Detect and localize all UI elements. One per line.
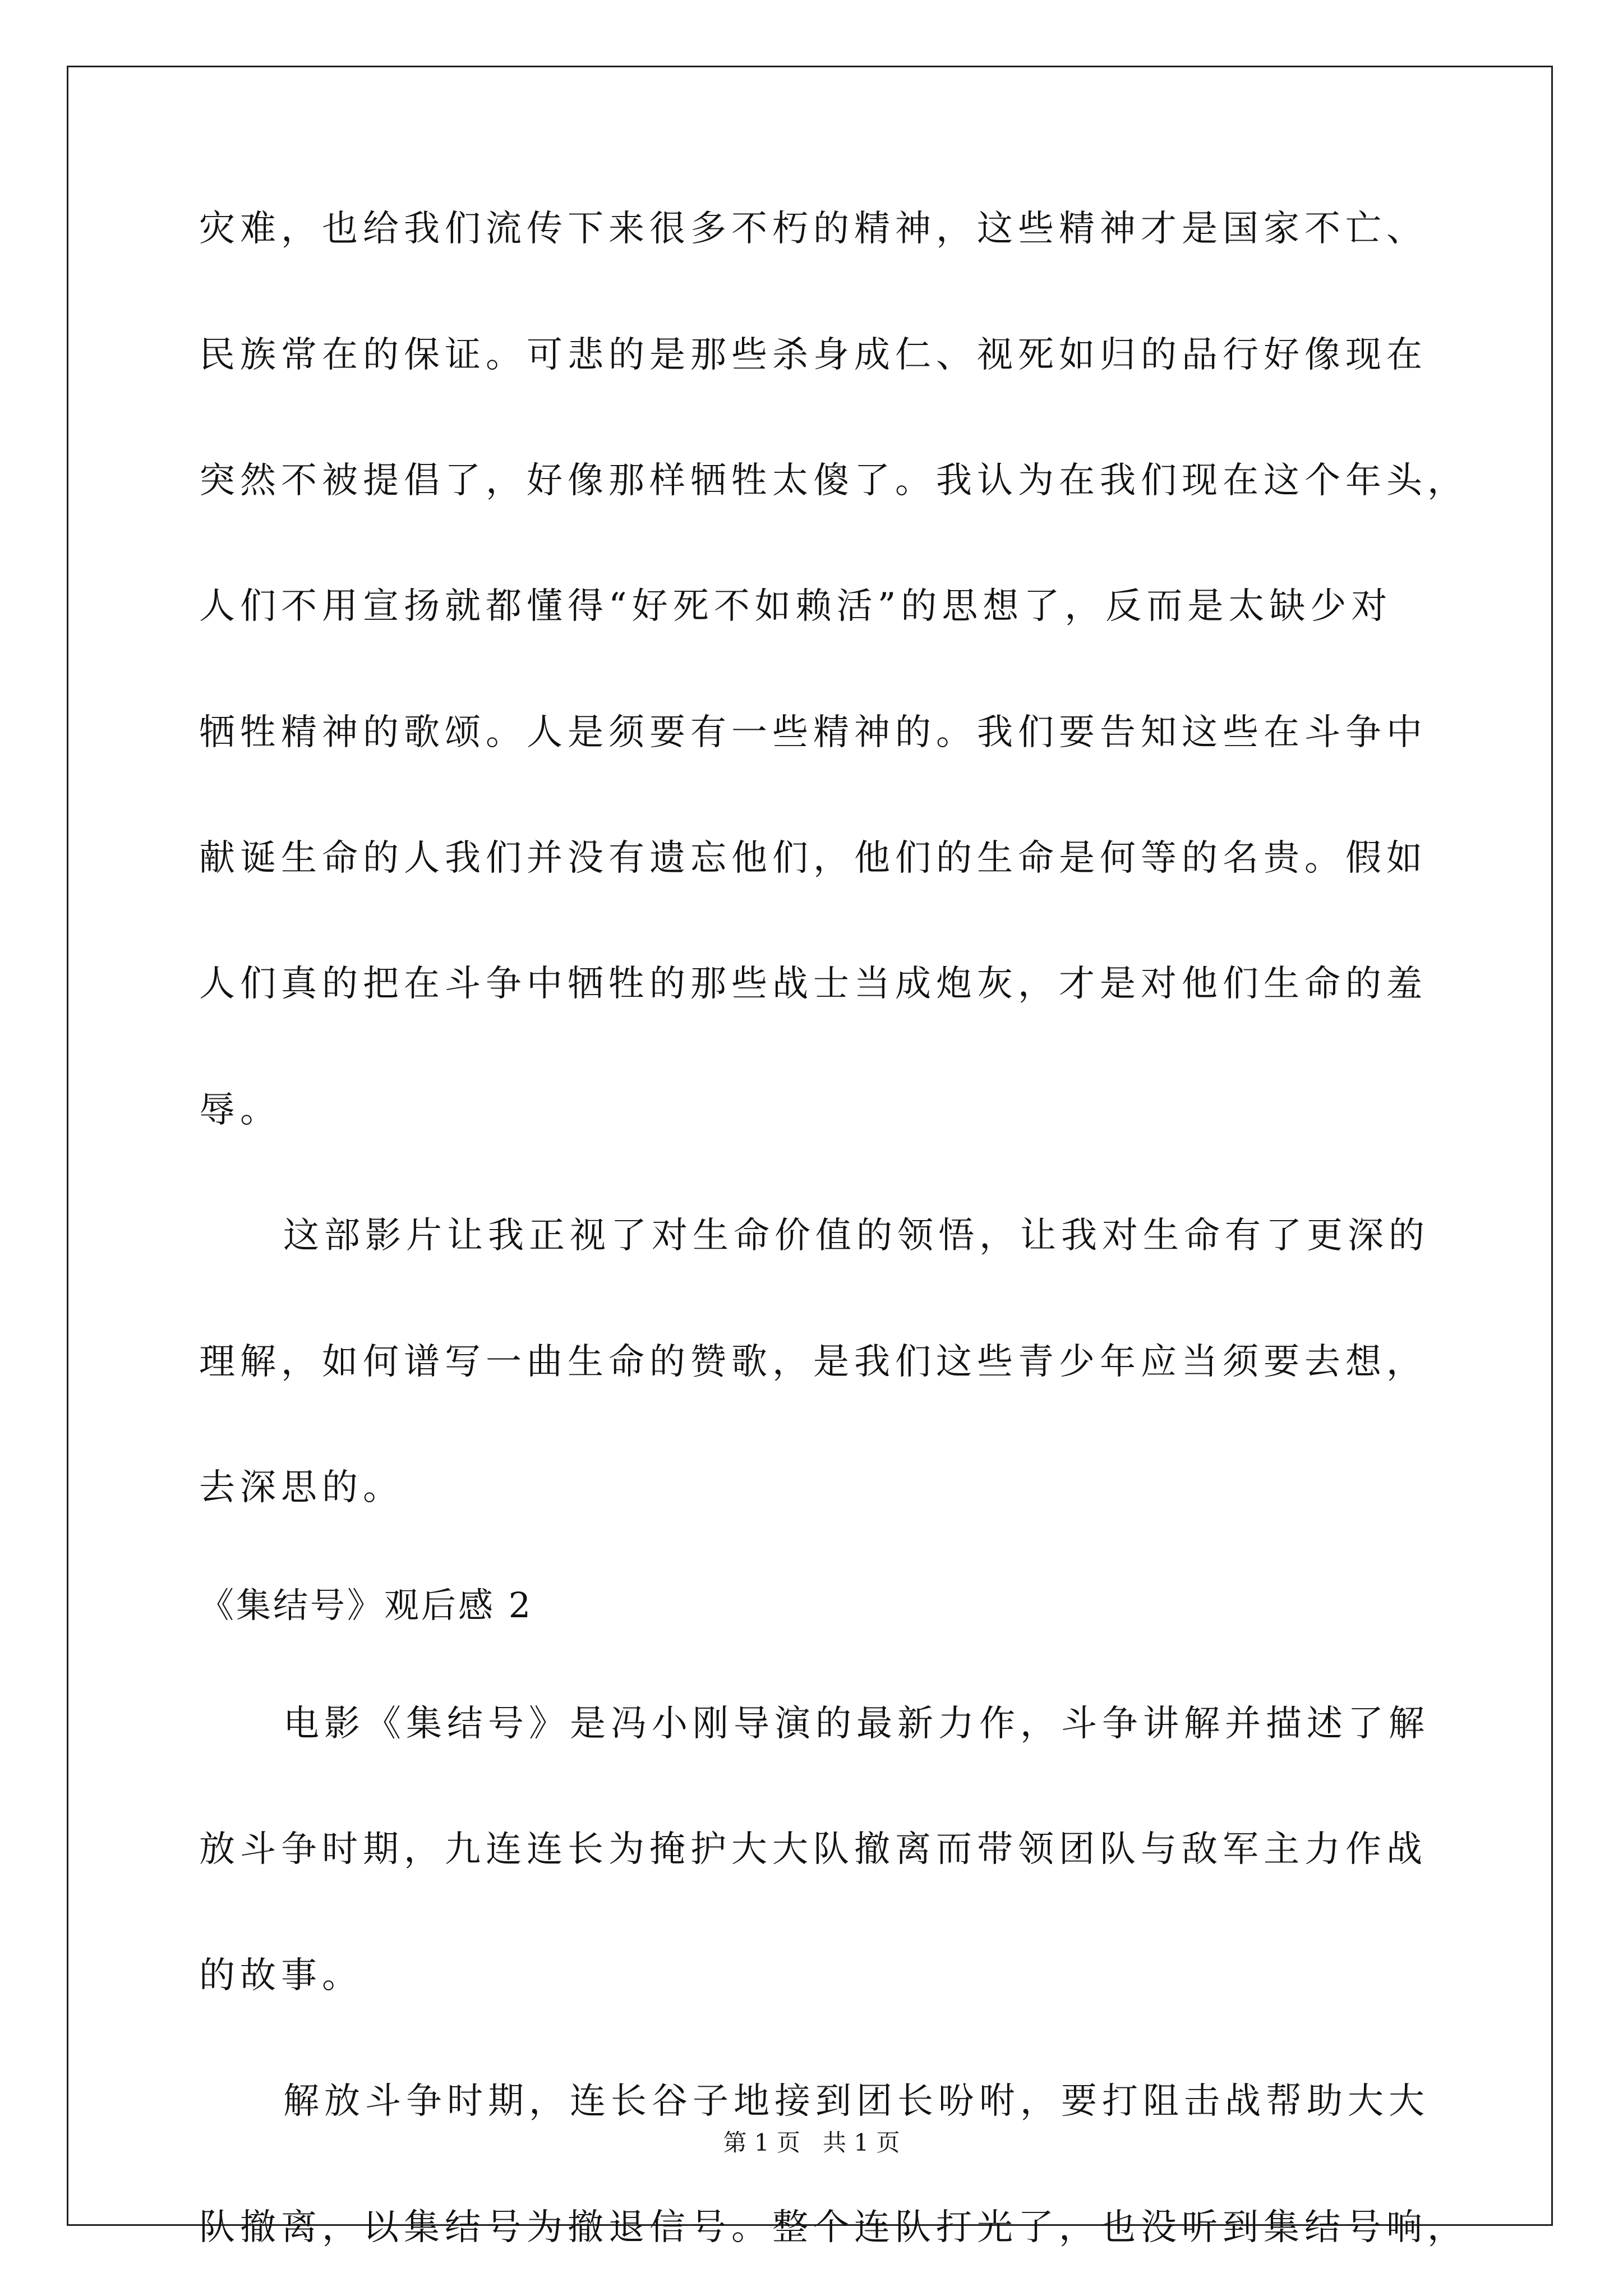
text-line: 放斗争时期，九连连长为掩护大大队撤离而带领团队与敌军主力作战 [199, 1829, 1427, 1870]
text-line: 去深思的。 [199, 1467, 404, 1508]
section-heading: 《集结号》观后感 2 [199, 1585, 533, 1626]
text-line: 牺牲精神的歌颂。人是须要有一些精神的。我们要告知这些在斗争中 [199, 712, 1427, 753]
text-line: 灾难，也给我们流传下来很多不朽的精神，这些精神才是国家不亡、 [199, 208, 1427, 250]
text-line: 理解，如何谱写一曲生命的赞歌，是我们这些青少年应当须要去想， [199, 1341, 1427, 1383]
text-line: 的故事。 [199, 1955, 363, 1996]
paragraph-first-line: 电影《集结号》是冯小刚导演的最新力作，斗争讲解并描述了解 [283, 1703, 1430, 1745]
page-footer: 第 1 页 共 1 页 [723, 2129, 900, 2156]
text-line: 献诞生命的人我们并没有遗忘他们，他们的生命是何等的名贵。假如 [199, 838, 1427, 879]
text-line: 辱。 [199, 1089, 281, 1131]
text-line: 队撤离，以集结号为撤退信号。整个连队打光了，也没听到集结号响， [199, 2207, 1468, 2248]
text-line: 人们不用宣扬就都懂得“好死不如赖活”的思想了，反而是太缺少对 [199, 586, 1393, 627]
paragraph-first-line: 这部影片让我正视了对生命价值的领悟，让我对生命有了更深的 [283, 1215, 1430, 1257]
text-line: 民族常在的保证。可悲的是那些杀身成仁、视死如归的品行好像现在 [199, 334, 1427, 376]
paragraph-first-line: 解放斗争时期，连长谷子地接到团长吩咐，要打阻击战帮助大大 [283, 2081, 1430, 2122]
page-border [67, 66, 1553, 2226]
text-line: 人们真的把在斗争中牺牲的那些战士当成炮灰，才是对他们生命的羞 [199, 963, 1427, 1005]
text-line: 突然不被提倡了，好像那样牺牲太傻了。我认为在我们现在这个年头， [199, 460, 1468, 501]
